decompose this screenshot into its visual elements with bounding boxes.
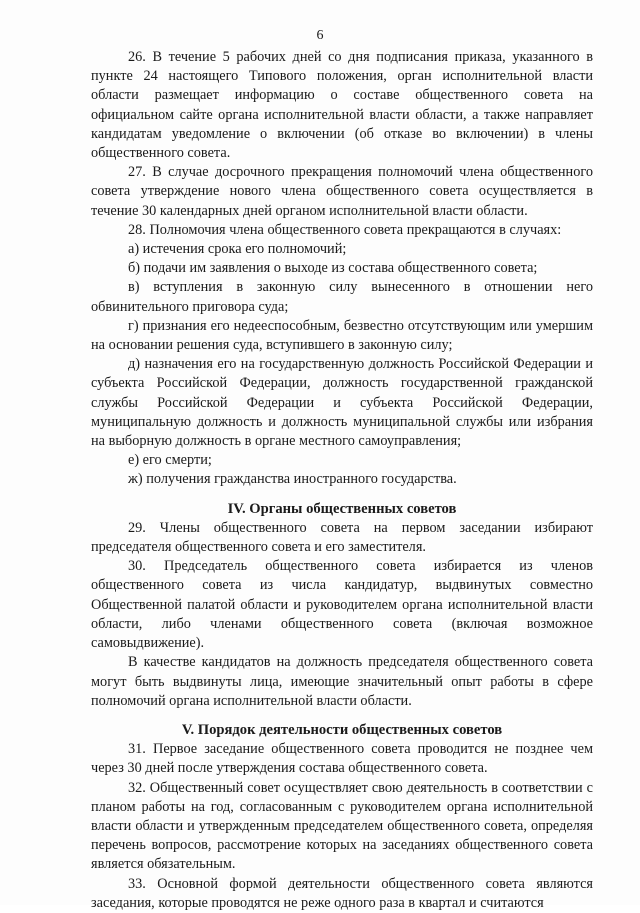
list-item-e: е) его смерти; [128, 452, 212, 469]
paragraph-26: 26. В течение 5 рабочих дней со дня подписания приказа, указанного в пункте 24 настоящего Типового положения, орган исполнительной власти области размещает информацию о составе общественного совета на официальном сайте органа исполнительной власти области, а также направляет кандидатам уведомление о включении (об отказе во включении) в члены общественного совета. [91, 49, 593, 162]
paragraph-30-continued: В качестве кандидатов на должность председателя общественного совета могут быть выдвинуты лица, имеющие значительный опыт работы в сфере полномочий органа исполнительной власти области. [91, 654, 593, 709]
list-item-d: д) назначения его на государственную должность Российской Федерации и субъекта Российской Федерации, должность государственной гражданской службы Российской Федерации и субъекта Российской Федерации, муниципальную должность и должность муниципальной службы или избрания на выборную должность в органе местного самоуправления; [91, 356, 593, 450]
paragraph-29: 29. Члены общественного совета на первом заседании избирают председателя общественного совета и его заместителя. [91, 519, 593, 556]
paragraph-32: 32. Общественный совет осуществляет свою деятельность в соответствии с планом работы на год, согласованным с руководителем органа исполнительной власти области и утвержденным председателем общественного совета, определяя перечень вопросов, рассмотрение которых на заседаниях общественного совета является обязательным. [91, 779, 593, 873]
paragraph-27: 27. В случае досрочного прекращения полномочий члена общественного совета утверждение нового члена общественного совета осуществляется в течение 30 календарных дней органом исполнительной власти области. [91, 164, 593, 219]
document-body [91, 48, 593, 913]
page-number: 6 [316, 28, 324, 43]
list-item-a: а) истечения срока его полномочий; [128, 241, 347, 258]
list-item-zh: ж) получения гражданства иностранного государства. [128, 471, 457, 488]
section-heading-v: V. Порядок деятельности общественных советов [181, 721, 503, 738]
paragraph-28: 28. Полномочия члена общественного совета прекращаются в случаях: [128, 221, 562, 238]
list-item-b: б) подачи им заявления о выходе из состава общественного совета; [128, 260, 538, 277]
list-item-g: г) признания его недееспособным, безвестно отсутствующим или умершим на основании решения суда, вступившего в законную силу; [91, 317, 593, 354]
list-item-v: в) вступления в законную силу вынесенного в отношении него обвинительного приговора суда; [91, 279, 593, 315]
section-heading-iv: IV. Органы общественных советов [227, 500, 457, 517]
paragraph-31: 31. Первое заседание общественного совета проводится не позднее чем через 30 дней после утверждения состава общественного совета. [91, 741, 593, 777]
paragraph-30: 30. Председатель общественного совета избирается из членов общественного совета из числа кандидатур, выдвинутых совместно Общественной палатой области и руководителем органа исполнительной власти области, либо членами общественного совета (включая возможное самовыдвижение). [91, 558, 593, 652]
paragraph-33: 33. Основной формой деятельности общественного совета являются заседания, которые проводятся не реже одного раза в квартал и считаются [91, 875, 593, 911]
